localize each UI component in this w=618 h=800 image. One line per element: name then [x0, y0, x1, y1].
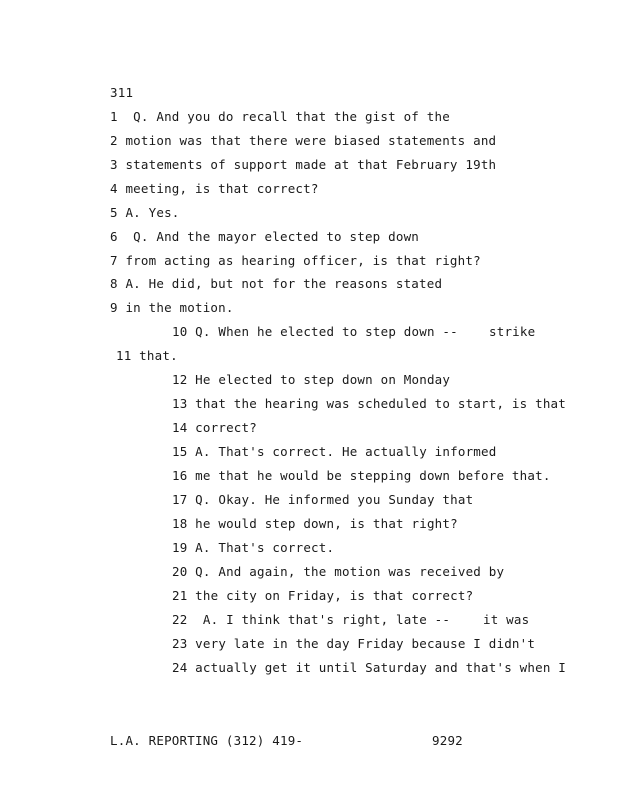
transcript-line-10: 10 Q. When he elected to step down -- — [172, 324, 458, 339]
footer-phone-suffix: 9292 — [432, 733, 463, 748]
transcript-line-23: 23 very late in the day Friday because I didn't — [172, 636, 536, 651]
transcript-line-9: 9 in the motion. — [110, 300, 234, 315]
transcript-line-10-trailing: strike — [489, 324, 536, 339]
footer-reporting-company: L.A. REPORTING (312) 419- — [110, 733, 304, 748]
transcript-line-24: 24 actually get it until Saturday and that's when I — [172, 660, 567, 675]
transcript-line-22-trailing: it was — [483, 612, 530, 627]
transcript-line-3: 3 statements of support made at that February 19th — [110, 157, 497, 172]
transcript-line-7: 7 from acting as hearing officer, is that right? — [110, 253, 481, 268]
transcript-line-8: 8 A. He did, but not for the reasons stated — [110, 276, 443, 291]
transcript-line-18: 18 he would step down, is that right? — [172, 516, 458, 531]
page-number: 311 — [110, 85, 134, 100]
transcript-line-1: 1 Q. And you do recall that the gist of the — [110, 109, 450, 124]
transcript-line-20: 20 Q. And again, the motion was received by — [172, 564, 505, 579]
transcript-line-16: 16 me that he would be stepping down before that. — [172, 468, 551, 483]
transcript-line-14: 14 correct? — [172, 420, 257, 435]
transcript-line-13: 13 that the hearing was scheduled to start, is that — [172, 396, 567, 411]
transcript-line-6: 6 Q. And the mayor elected to step down — [110, 229, 420, 244]
transcript-line-21: 21 the city on Friday, is that correct? — [172, 588, 474, 603]
transcript-line-15: 15 A. That's correct. He actually informed — [172, 444, 497, 459]
transcript-line-12: 12 He elected to step down on Monday — [172, 372, 451, 387]
transcript-line-22: 22 A. I think that's right, late -- — [172, 612, 451, 627]
transcript-line-19: 19 A. That's correct. — [172, 540, 335, 555]
transcript-line-4: 4 meeting, is that correct? — [110, 181, 319, 196]
transcript-line-5: 5 A. Yes. — [110, 205, 180, 220]
transcript-line-11: 11 that. — [116, 348, 178, 363]
transcript-line-17: 17 Q. Okay. He informed you Sunday that — [172, 492, 474, 507]
transcript-line-2: 2 motion was that there were biased statements and — [110, 133, 497, 148]
